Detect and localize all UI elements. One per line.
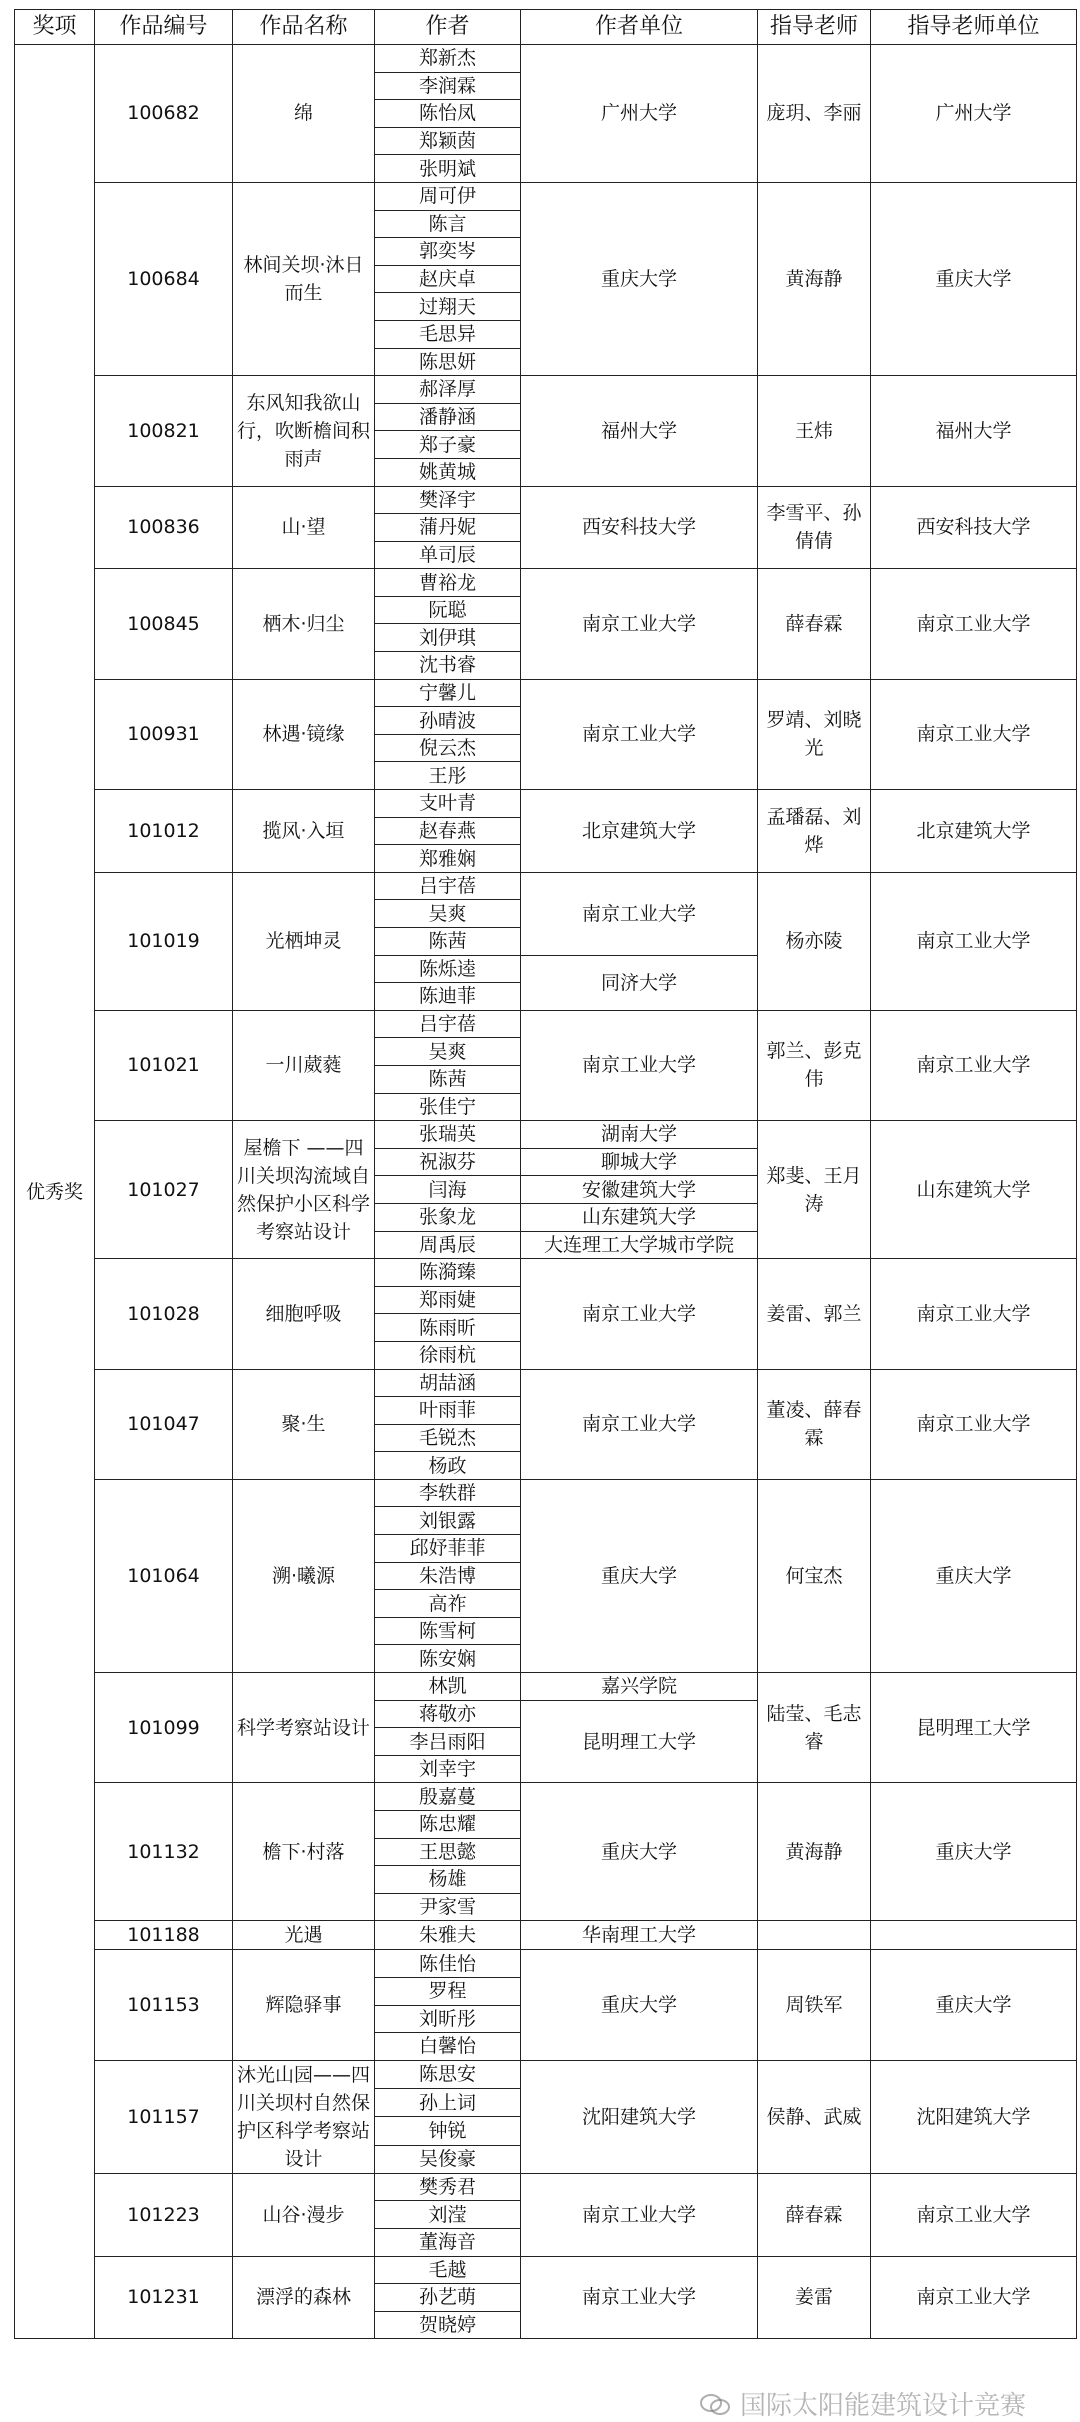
author-name: 闫海 xyxy=(375,1176,521,1204)
author-name: 赵庆卓 xyxy=(375,265,521,293)
advisor-name: 黄海静 xyxy=(758,182,871,375)
author-unit: 南京工业大学 xyxy=(521,1259,758,1369)
author-name: 祝淑芬 xyxy=(375,1148,521,1176)
author-name: 沈书睿 xyxy=(375,652,521,680)
advisor-name: 罗靖、刘晓光 xyxy=(758,679,871,789)
advisor-name: 陆莹、毛志睿 xyxy=(758,1673,871,1783)
entry-id: 101028 xyxy=(95,1259,233,1369)
author-unit: 南京工业大学 xyxy=(521,679,758,789)
entry-name: 揽风·入垣 xyxy=(233,790,375,873)
author-name: 蒋敬亦 xyxy=(375,1700,521,1728)
entry-id: 101153 xyxy=(95,1950,233,2060)
entry-id: 100684 xyxy=(95,182,233,375)
entry-name: 一川葳蕤 xyxy=(233,1010,375,1120)
author-unit: 西安科技大学 xyxy=(521,486,758,569)
author-name: 郑雅娴 xyxy=(375,845,521,873)
header-row xyxy=(15,10,1077,45)
author-name: 王思懿 xyxy=(375,1838,521,1866)
author-name: 陈烁逵 xyxy=(375,955,521,983)
advisor-name: 王炜 xyxy=(758,376,871,486)
table-row xyxy=(15,486,1077,514)
author-name: 陈佳怡 xyxy=(375,1950,521,1978)
entry-id: 101132 xyxy=(95,1783,233,1921)
author-name: 赵春燕 xyxy=(375,817,521,845)
table-row xyxy=(15,1121,1077,1149)
entry-name: 细胞呼吸 xyxy=(233,1259,375,1369)
advisor-unit: 山东建筑大学 xyxy=(871,1121,1077,1259)
author-unit: 福州大学 xyxy=(521,376,758,486)
author-name: 毛锐杰 xyxy=(375,1424,521,1452)
advisor-name: 姜雷 xyxy=(758,2256,871,2339)
author-name: 张佳宁 xyxy=(375,1093,521,1121)
advisor-name: 杨亦陵 xyxy=(758,872,871,1010)
author-name: 胡喆涵 xyxy=(375,1369,521,1397)
author-name: 罗程 xyxy=(375,1977,521,2005)
author-name: 张瑞英 xyxy=(375,1121,521,1149)
author-name: 刘伊琪 xyxy=(375,624,521,652)
advisor-unit: 南京工业大学 xyxy=(871,1010,1077,1120)
advisor-unit xyxy=(871,1921,1077,1950)
author-unit: 北京建筑大学 xyxy=(521,790,758,873)
header-author-unit: 作者单位 xyxy=(521,10,758,45)
author-name: 陈雪柯 xyxy=(375,1617,521,1645)
author-unit: 广州大学 xyxy=(521,45,758,183)
entry-id: 100821 xyxy=(95,376,233,486)
author-name: 杨政 xyxy=(375,1452,521,1480)
advisor-name: 侯静、武威 xyxy=(758,2060,871,2173)
author-name: 陈思安 xyxy=(375,2060,521,2088)
author-name: 王彤 xyxy=(375,762,521,790)
author-unit: 昆明理工大学 xyxy=(521,1700,758,1783)
award-cell: 优秀奖 xyxy=(15,45,95,2339)
author-name: 孙上词 xyxy=(375,2089,521,2117)
author-name: 叶雨菲 xyxy=(375,1397,521,1425)
header-advisor-unit: 指导老师单位 xyxy=(871,10,1077,45)
advisor-name: 薛春霖 xyxy=(758,2173,871,2256)
table-row xyxy=(15,2256,1077,2284)
author-name: 姚黄城 xyxy=(375,458,521,486)
author-unit: 重庆大学 xyxy=(521,1479,758,1672)
author-name: 刘幸宇 xyxy=(375,1755,521,1783)
author-name: 樊秀君 xyxy=(375,2173,521,2201)
author-name: 过翔天 xyxy=(375,293,521,321)
author-name: 陈迪菲 xyxy=(375,983,521,1011)
author-name: 徐雨杭 xyxy=(375,1341,521,1369)
author-name: 吕宇蓓 xyxy=(375,1010,521,1038)
author-name: 孙晴波 xyxy=(375,707,521,735)
entry-name: 檐下·村落 xyxy=(233,1783,375,1921)
author-name: 殷嘉蔓 xyxy=(375,1783,521,1811)
author-name: 尹家雪 xyxy=(375,1893,521,1921)
author-unit: 南京工业大学 xyxy=(521,872,758,955)
table-row xyxy=(15,2173,1077,2201)
award-table xyxy=(14,9,1077,2339)
entry-name: 辉隐驿事 xyxy=(233,1950,375,2060)
advisor-unit: 南京工业大学 xyxy=(871,679,1077,789)
author-name: 郑子豪 xyxy=(375,431,521,459)
watermark-text: 国际太阳能建筑设计竞赛 xyxy=(740,2391,1027,2421)
entry-id: 100845 xyxy=(95,569,233,679)
advisor-unit: 重庆大学 xyxy=(871,1783,1077,1921)
entry-id: 100836 xyxy=(95,486,233,569)
advisor-unit: 昆明理工大学 xyxy=(871,1673,1077,1783)
entry-id: 101021 xyxy=(95,1010,233,1120)
author-name: 周可伊 xyxy=(375,182,521,210)
advisor-name: 孟璠磊、刘烨 xyxy=(758,790,871,873)
author-name: 李轶群 xyxy=(375,1479,521,1507)
entry-name: 溯·曦源 xyxy=(233,1479,375,1672)
author-name: 吴爽 xyxy=(375,900,521,928)
author-name: 曹裕龙 xyxy=(375,569,521,597)
author-name: 朱雅夫 xyxy=(375,1921,521,1950)
advisor-name: 董凌、薛春霖 xyxy=(758,1369,871,1479)
entry-name: 漂浮的森林 xyxy=(233,2256,375,2339)
entry-name: 林遇·镜缘 xyxy=(233,679,375,789)
author-name: 毛越 xyxy=(375,2256,521,2284)
entry-name: 山谷·漫步 xyxy=(233,2173,375,2256)
author-name: 单司辰 xyxy=(375,541,521,569)
author-name: 吴爽 xyxy=(375,1038,521,1066)
advisor-unit: 南京工业大学 xyxy=(871,2173,1077,2256)
author-name: 樊泽宇 xyxy=(375,486,521,514)
table-row xyxy=(15,1783,1077,1811)
advisor-unit: 南京工业大学 xyxy=(871,2256,1077,2339)
header-author: 作者 xyxy=(375,10,521,45)
advisor-name xyxy=(758,1921,871,1950)
advisor-unit: 重庆大学 xyxy=(871,1950,1077,2060)
author-unit: 沈阳建筑大学 xyxy=(521,2060,758,2173)
table-row xyxy=(15,1010,1077,1038)
author-name: 朱浩博 xyxy=(375,1562,521,1590)
author-name: 支叶青 xyxy=(375,790,521,818)
author-name: 李吕雨阳 xyxy=(375,1728,521,1756)
entry-id: 101099 xyxy=(95,1673,233,1783)
author-name: 张明斌 xyxy=(375,155,521,183)
table-row xyxy=(15,569,1077,597)
table-row xyxy=(15,1921,1077,1950)
author-name: 吕宇蓓 xyxy=(375,872,521,900)
entry-name: 沐光山园——四川关坝村自然保护区科学考察站设计 xyxy=(233,2060,375,2173)
table-row xyxy=(15,376,1077,404)
author-name: 刘昕彤 xyxy=(375,2005,521,2033)
author-name: 倪云杰 xyxy=(375,734,521,762)
author-unit: 南京工业大学 xyxy=(521,569,758,679)
chat-bubble-icon xyxy=(700,2393,730,2417)
author-unit: 山东建筑大学 xyxy=(521,1203,758,1231)
table-body xyxy=(15,45,1077,2339)
advisor-unit: 南京工业大学 xyxy=(871,569,1077,679)
table-row xyxy=(15,1950,1077,1978)
advisor-name: 李雪平、孙倩倩 xyxy=(758,486,871,569)
advisor-name: 薛春霖 xyxy=(758,569,871,679)
author-name: 孙艺萌 xyxy=(375,2284,521,2312)
advisor-name: 姜雷、郭兰 xyxy=(758,1259,871,1369)
advisor-name: 周铁军 xyxy=(758,1950,871,2060)
advisor-unit: 南京工业大学 xyxy=(871,1369,1077,1479)
header-advisor: 指导老师 xyxy=(758,10,871,45)
author-unit: 聊城大学 xyxy=(521,1148,758,1176)
entry-name: 林间关坝·沐日而生 xyxy=(233,182,375,375)
entry-id: 101188 xyxy=(95,1921,233,1950)
advisor-unit: 沈阳建筑大学 xyxy=(871,2060,1077,2173)
author-name: 陈怡凤 xyxy=(375,100,521,128)
entry-id: 100931 xyxy=(95,679,233,789)
table-row xyxy=(15,1479,1077,1507)
author-name: 陈茜 xyxy=(375,928,521,956)
advisor-name: 黄海静 xyxy=(758,1783,871,1921)
author-name: 陈安娴 xyxy=(375,1645,521,1673)
author-name: 白馨怡 xyxy=(375,2033,521,2061)
author-name: 李润霖 xyxy=(375,72,521,100)
table-row xyxy=(15,1369,1077,1397)
entry-id: 101012 xyxy=(95,790,233,873)
entry-name: 屋檐下 ——四川关坝沟流域自然保护小区科学考察站设计 xyxy=(233,1121,375,1259)
entry-name: 栖木·归尘 xyxy=(233,569,375,679)
advisor-name: 何宝杰 xyxy=(758,1479,871,1672)
entry-id: 101064 xyxy=(95,1479,233,1672)
entry-id: 100682 xyxy=(95,45,233,183)
table-row xyxy=(15,45,1077,73)
advisor-name: 郭兰、彭克伟 xyxy=(758,1010,871,1120)
author-name: 张象龙 xyxy=(375,1203,521,1231)
author-name: 陈漪臻 xyxy=(375,1259,521,1287)
advisor-unit: 南京工业大学 xyxy=(871,872,1077,1010)
author-name: 陈言 xyxy=(375,210,521,238)
entry-id: 101047 xyxy=(95,1369,233,1479)
author-name: 高祚 xyxy=(375,1590,521,1618)
table-row xyxy=(15,1673,1077,1701)
header-award: 奖项 xyxy=(15,10,95,45)
advisor-unit: 重庆大学 xyxy=(871,1479,1077,1672)
entry-name: 光遇 xyxy=(233,1921,375,1950)
advisor-unit: 重庆大学 xyxy=(871,182,1077,375)
header-entry-id: 作品编号 xyxy=(95,10,233,45)
author-name: 陈雨昕 xyxy=(375,1314,521,1342)
header-entry-name: 作品名称 xyxy=(233,10,375,45)
author-name: 刘滢 xyxy=(375,2201,521,2229)
author-unit: 南京工业大学 xyxy=(521,1010,758,1120)
author-name: 陈忠耀 xyxy=(375,1811,521,1839)
author-name: 郑颖茵 xyxy=(375,127,521,155)
author-unit: 南京工业大学 xyxy=(521,2173,758,2256)
entry-name: 科学考察站设计 xyxy=(233,1673,375,1783)
author-name: 刘银露 xyxy=(375,1507,521,1535)
author-name: 郑新杰 xyxy=(375,45,521,73)
advisor-unit: 南京工业大学 xyxy=(871,1259,1077,1369)
watermark xyxy=(700,2385,1026,2422)
author-name: 邱妤菲菲 xyxy=(375,1535,521,1563)
author-name: 蒲丹妮 xyxy=(375,514,521,542)
author-name: 钟锐 xyxy=(375,2117,521,2145)
author-name: 陈茜 xyxy=(375,1065,521,1093)
entry-id: 101027 xyxy=(95,1121,233,1259)
author-name: 贺晓婷 xyxy=(375,2311,521,2339)
author-unit: 重庆大学 xyxy=(521,1950,758,2060)
author-name: 董海音 xyxy=(375,2228,521,2256)
advisor-name: 庞玥、李丽 xyxy=(758,45,871,183)
author-name: 吴俊豪 xyxy=(375,2145,521,2173)
author-unit: 重庆大学 xyxy=(521,182,758,375)
advisor-name: 郑斐、王月涛 xyxy=(758,1121,871,1259)
entry-id: 101019 xyxy=(95,872,233,1010)
author-unit: 湖南大学 xyxy=(521,1121,758,1149)
entry-id: 101157 xyxy=(95,2060,233,2173)
entry-name: 山·望 xyxy=(233,486,375,569)
author-name: 郭奕岑 xyxy=(375,238,521,266)
author-name: 潘静涵 xyxy=(375,403,521,431)
author-unit: 安徽建筑大学 xyxy=(521,1176,758,1204)
author-name: 毛思异 xyxy=(375,320,521,348)
table-row xyxy=(15,2060,1077,2088)
author-name: 郝泽厚 xyxy=(375,376,521,404)
author-name: 陈思妍 xyxy=(375,348,521,376)
author-unit: 大连理工大学城市学院 xyxy=(521,1231,758,1259)
author-unit: 同济大学 xyxy=(521,955,758,1010)
entry-name: 绵 xyxy=(233,45,375,183)
advisor-unit: 福州大学 xyxy=(871,376,1077,486)
entry-name: 光栖坤灵 xyxy=(233,872,375,1010)
table-row xyxy=(15,679,1077,707)
advisor-unit: 西安科技大学 xyxy=(871,486,1077,569)
author-unit: 南京工业大学 xyxy=(521,1369,758,1479)
advisor-unit: 广州大学 xyxy=(871,45,1077,183)
author-unit: 嘉兴学院 xyxy=(521,1673,758,1701)
author-unit: 南京工业大学 xyxy=(521,2256,758,2339)
table-row xyxy=(15,872,1077,900)
entry-name: 东风知我欲山行，吹断檐间积雨声 xyxy=(233,376,375,486)
author-name: 林凯 xyxy=(375,1673,521,1701)
entry-id: 101223 xyxy=(95,2173,233,2256)
advisor-unit: 北京建筑大学 xyxy=(871,790,1077,873)
table-row xyxy=(15,790,1077,818)
author-name: 宁馨儿 xyxy=(375,679,521,707)
author-unit: 重庆大学 xyxy=(521,1783,758,1921)
table-row xyxy=(15,182,1077,210)
entry-name: 聚·生 xyxy=(233,1369,375,1479)
author-name: 郑雨婕 xyxy=(375,1286,521,1314)
author-unit: 华南理工大学 xyxy=(521,1921,758,1950)
entry-id: 101231 xyxy=(95,2256,233,2339)
author-name: 杨雄 xyxy=(375,1866,521,1894)
author-name: 周禹辰 xyxy=(375,1231,521,1259)
table-row xyxy=(15,1259,1077,1287)
author-name: 阮聪 xyxy=(375,596,521,624)
